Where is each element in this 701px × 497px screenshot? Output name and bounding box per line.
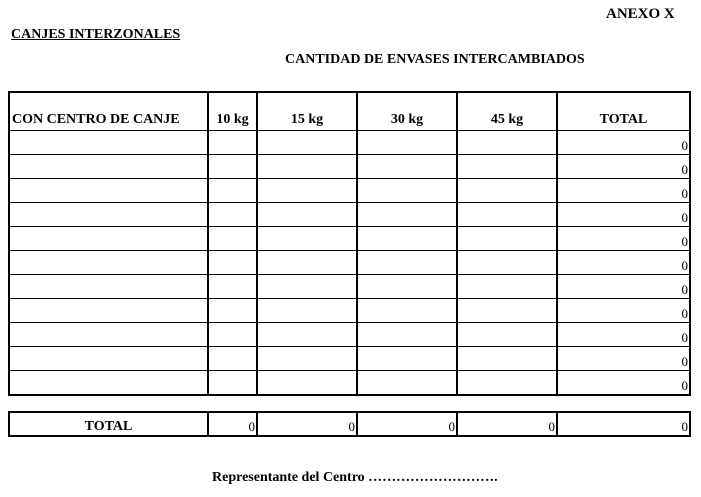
cell-15kg — [257, 299, 357, 323]
column-header-10kg: 10 kg — [208, 92, 257, 131]
cell-15kg — [257, 347, 357, 371]
table-row — [9, 131, 690, 155]
cell-10kg — [208, 203, 257, 227]
cell-30kg — [357, 203, 457, 227]
cell-centro — [9, 179, 208, 203]
cell-15kg — [257, 251, 357, 275]
table-row — [9, 155, 690, 179]
cell-30kg — [357, 347, 457, 371]
cell-45kg — [457, 179, 557, 203]
total-grand: 0 — [557, 412, 690, 436]
table-row — [9, 227, 690, 251]
cell-45kg — [457, 299, 557, 323]
cell-45kg — [457, 155, 557, 179]
cell-30kg — [357, 131, 457, 155]
cell-centro — [9, 275, 208, 299]
table-header-row — [9, 92, 690, 131]
column-header-centro: CON CENTRO DE CANJE — [9, 92, 208, 131]
cell-15kg — [257, 371, 357, 396]
cell-total: 0 — [557, 179, 690, 203]
totals-label: TOTAL — [9, 412, 208, 436]
table-row — [9, 347, 690, 371]
cell-centro — [9, 155, 208, 179]
cell-centro — [9, 251, 208, 275]
cell-10kg — [208, 227, 257, 251]
cell-45kg — [457, 323, 557, 347]
table-row — [9, 203, 690, 227]
cell-total: 0 — [557, 203, 690, 227]
cell-total: 0 — [557, 227, 690, 251]
cell-total: 0 — [557, 299, 690, 323]
cell-10kg — [208, 131, 257, 155]
cell-15kg — [257, 179, 357, 203]
cell-total: 0 — [557, 155, 690, 179]
total-45kg: 0 — [457, 412, 557, 436]
cell-10kg — [208, 155, 257, 179]
cell-30kg — [357, 275, 457, 299]
column-header-45kg: 45 kg — [457, 92, 557, 131]
cell-centro — [9, 299, 208, 323]
cell-45kg — [457, 275, 557, 299]
cell-total: 0 — [557, 275, 690, 299]
cell-centro — [9, 371, 208, 396]
cell-15kg — [257, 203, 357, 227]
column-header-30kg: 30 kg — [357, 92, 457, 131]
cell-centro — [9, 203, 208, 227]
cell-30kg — [357, 323, 457, 347]
cell-centro — [9, 347, 208, 371]
cell-45kg — [457, 131, 557, 155]
annex-label: ANEXO X — [606, 6, 675, 22]
cell-total: 0 — [557, 251, 690, 275]
signature-line: Representante del Centro ………………………. — [212, 470, 498, 485]
cell-30kg — [357, 155, 457, 179]
cell-30kg — [357, 227, 457, 251]
cell-15kg — [257, 155, 357, 179]
cell-45kg — [457, 251, 557, 275]
exchange-table — [8, 91, 691, 396]
cell-15kg — [257, 275, 357, 299]
cell-centro — [9, 323, 208, 347]
cell-10kg — [208, 275, 257, 299]
column-header-15kg: 15 kg — [257, 92, 357, 131]
cell-centro — [9, 131, 208, 155]
cell-30kg — [357, 179, 457, 203]
cell-total: 0 — [557, 371, 690, 396]
total-30kg: 0 — [357, 412, 457, 436]
table-row — [9, 299, 690, 323]
total-15kg: 0 — [257, 412, 357, 436]
table-row — [9, 275, 690, 299]
table-subtitle: CANTIDAD DE ENVASES INTERCAMBIADOS — [285, 52, 585, 67]
cell-10kg — [208, 347, 257, 371]
cell-10kg — [208, 251, 257, 275]
cell-15kg — [257, 323, 357, 347]
totals-row — [9, 412, 690, 436]
table-row — [9, 371, 690, 396]
total-10kg: 0 — [208, 412, 257, 436]
column-header-total: TOTAL — [557, 92, 690, 131]
cell-30kg — [357, 251, 457, 275]
cell-centro — [9, 227, 208, 251]
cell-30kg — [357, 299, 457, 323]
cell-45kg — [457, 203, 557, 227]
cell-45kg — [457, 371, 557, 396]
cell-total: 0 — [557, 323, 690, 347]
cell-30kg — [357, 371, 457, 396]
cell-45kg — [457, 227, 557, 251]
cell-10kg — [208, 179, 257, 203]
page-title: CANJES INTERZONALES — [11, 27, 181, 42]
totals-table — [8, 411, 691, 437]
cell-10kg — [208, 299, 257, 323]
cell-15kg — [257, 227, 357, 251]
cell-10kg — [208, 371, 257, 396]
cell-10kg — [208, 323, 257, 347]
cell-45kg — [457, 347, 557, 371]
table-row — [9, 323, 690, 347]
table-row — [9, 251, 690, 275]
cell-total: 0 — [557, 131, 690, 155]
cell-total: 0 — [557, 347, 690, 371]
table-row — [9, 179, 690, 203]
cell-15kg — [257, 131, 357, 155]
